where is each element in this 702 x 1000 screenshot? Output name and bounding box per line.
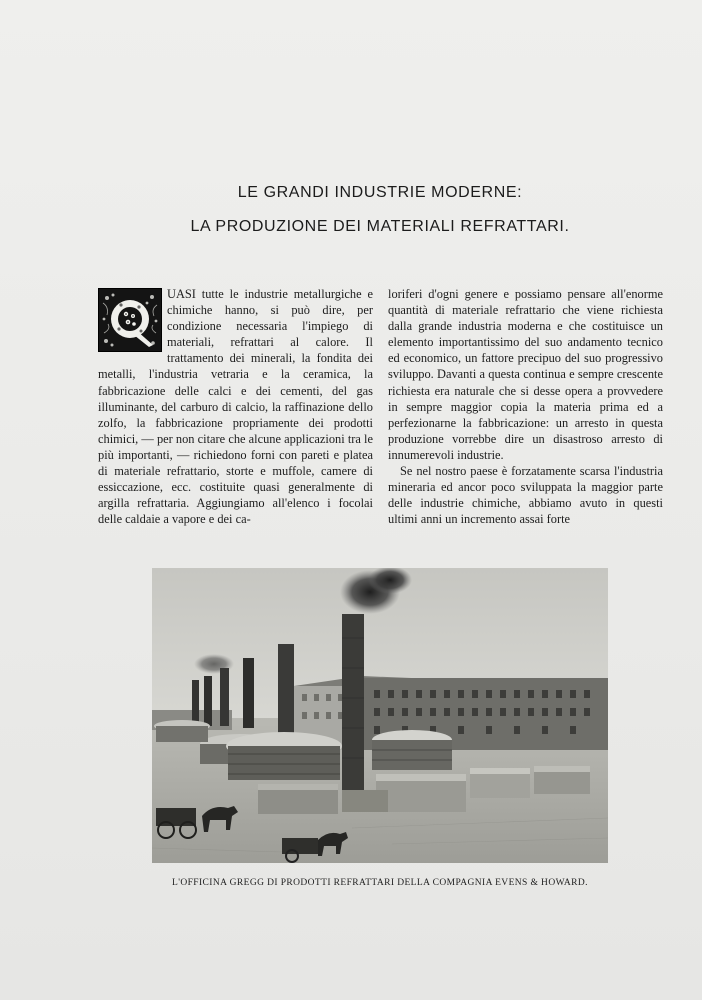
text-column-left	[98, 286, 373, 527]
article-title-line-1: LE GRANDI INDUSTRIE MODERNE:	[237, 184, 523, 201]
paragraph-left: UASI tutte le industrie metallurgiche e chimiche hanno, si può dire, per condizione necessaria l'impiego di materiali, refrattari al calore. Il trattamento dei minerali, la fondita dei metalli, l'industria vetraria e la ceramica, la fabbricazione delle calci e dei cementi, del gas illuminante, del carburo di calcio, la raffinazione dello zolfo, la fabbricazione propriamente dei prodotti chimici, — per non citare che alcune applicazioni tra le più importanti, — richiedono forni con pareti e platea di materiale refrattario, storte e muffole, camere di essiccazione, ecc. costituite quasi generalmente di argilla refrattaria. Aggiungiamo all'elenco i focolai delle caldaie a vapore e dei ca-	[98, 287, 373, 527]
factory-chimneys-icon	[152, 568, 608, 863]
text-column-right	[388, 286, 663, 527]
factory-photograph	[152, 568, 608, 863]
decorative-drop-cap	[98, 288, 162, 352]
floral-ornament-icon	[99, 289, 161, 351]
photo-caption: L'OFFICINA GREGG DI PRODOTTI REFRATTARI DELLA COMPAGNIA EVENS & HOWARD.	[172, 878, 588, 888]
paragraph-right-2: Se nel nostro paese è forzatamente scarsa l'industria mineraria ed ancor poco sviluppata la maggior parte delle industrie chimiche, abbiamo avuto in questi ultimi anni un incremento assai forte	[388, 464, 663, 527]
paragraph-right-1: loriferi d'ogni genere e possiamo pensare all'enorme quantità di materiale refrattario che viene richiesta dalla grande industria moderna e che costituisce un elemento importantissimo del suo andamento tecnico ed economico, un fattore precipuo del suo progressivo sviluppo. Davanti a questa continua e sempre crescente richiesta era naturale che si desse opera a provvedere in sempre maggior copia la materia prima ed a perfezionarne la fabbricazione: un arresto in questa produzione vorrebbe dire un disastroso arresto di innumerevoli industrie.	[388, 287, 663, 462]
article-title-line-2: LA PRODUZIONE DEI MATERIALI REFRATTARI.	[190, 218, 570, 235]
